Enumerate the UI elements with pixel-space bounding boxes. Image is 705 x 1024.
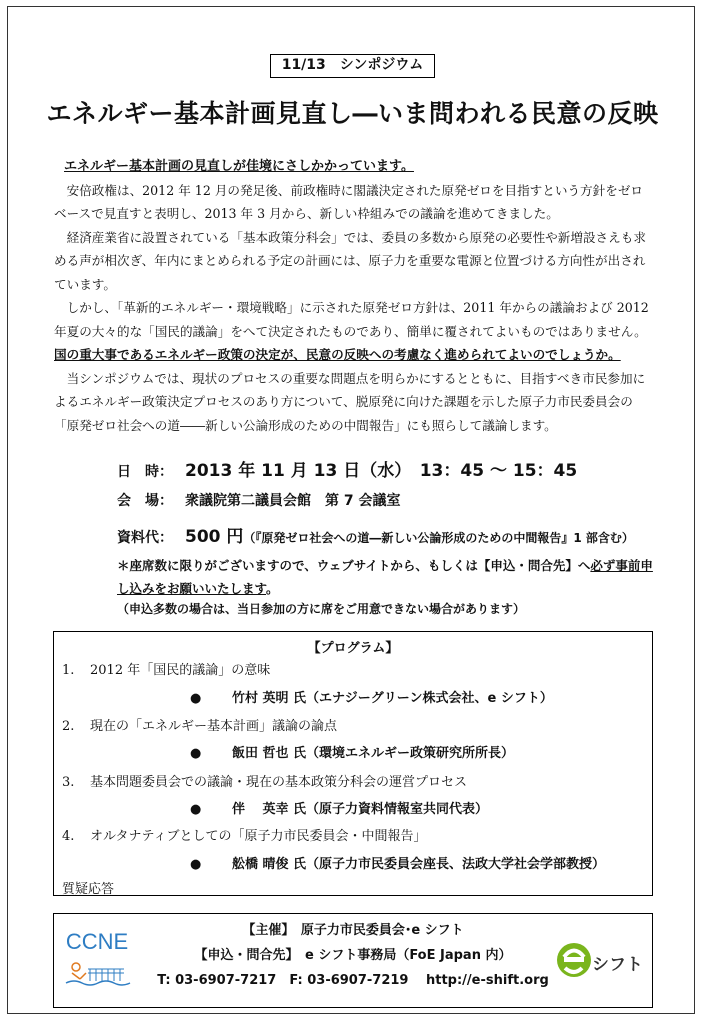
venue-row (117, 490, 401, 510)
venue-label: 会 場： (117, 493, 173, 509)
intro-heading: エネルギー基本計画の見直しが佳境にさしかかっています。 (64, 159, 414, 174)
bullet-icon: ● (190, 857, 202, 872)
item-title: 2012 年「国民的議論」の意味 (90, 663, 271, 678)
notice-caveat: （申込多数の場合は、当日参加の方に席をご用意できない場合があります） (117, 602, 526, 616)
fee-value: 500 円 (185, 527, 244, 547)
footer-contact: 【申込・問合先】 e シフト事務局（FoE Japan 内） (194, 948, 512, 963)
notice-underlined: 必ず事前申し込みをお願いいたします (117, 558, 653, 596)
venue-value: 衆議院第二議員会館 第 7 会議室 (185, 493, 401, 509)
emphasis-question: 国の重大事であるエネルギー政策の決定が、民意の反映への考慮なく進められてよいのでしょうか。 (54, 347, 621, 362)
item-number: 4. (62, 829, 75, 844)
footer-phones: T: 03-6907-7217 F: 03-6907-7219 http://e-shift.org (157, 973, 549, 988)
program-item (62, 825, 426, 844)
footer-box (53, 913, 653, 1008)
program-item (62, 659, 270, 678)
eshift-e-icon (554, 938, 594, 983)
eshift-logo (554, 938, 649, 983)
ccne-logo-text: CCNE (65, 929, 129, 954)
program-box (53, 631, 653, 896)
paragraph-3-text: しかし、「革新的エネルギー・環境戦略」に示された原発ゼロ方針は、2011 年からの議論および 2012 年夏の大々的な「国民的議論」をへて決定されたものであり、簡単に覆されてよいものではありません。 (54, 300, 649, 339)
program-item (62, 715, 337, 734)
intro-text (54, 155, 654, 437)
notice-text: ＊座席数に限りがございますので、ウェブサイトから、もしくは【申込・問合先】へ (117, 558, 591, 573)
item-number: 3. (62, 775, 75, 790)
speaker-name: 舩橋 晴俊 氏（原子力市民委員会座長、法政大学社会学部教授） (232, 857, 606, 872)
program-item (62, 771, 467, 790)
fee-row (117, 522, 634, 547)
bullet-icon: ● (190, 691, 202, 706)
qa-session: 質疑応答 (62, 882, 115, 897)
speaker (190, 798, 488, 817)
item-title: 基本問題委員会での議論・現在の基本政策分科会の運営プロセス (90, 775, 468, 790)
date-label: 日 時： (117, 464, 173, 480)
eshift-logo-text: シフト (592, 955, 643, 975)
program-title: 【プログラム】 (307, 641, 399, 656)
paragraph-4: 当シンポジウムでは、現状のプロセスの重要な問題点を明らかにするとともに、目指すべき市民参加によるエネルギー政策決定プロセスのあり方について、脱原発に向けた課題を示した原子力市民委員会の「原発ゼロ社会への道――新しい公論形成のための中間報告」にも照らして議論します。 (54, 370, 646, 433)
fee-label: 資料代： (117, 530, 173, 546)
page-title: エネルギー基本計画見直し―いま問われる民意の反映 (46, 99, 659, 128)
date-row (117, 456, 577, 481)
speaker (190, 687, 553, 706)
registration-notice (117, 554, 657, 600)
paragraph-2: 経済産業省に設置されている「基本政策分科会」では、委員の多数から原発の必要性や新増設さえも求める声が相次ぎ、年内にまとめられる予定の計画には、原子力を重要な電源と位置づける方向性が出されています。 (54, 229, 646, 292)
date-value: 2013 年 11 月 13 日（水） 13：45 ～ 15：45 (185, 461, 578, 481)
fee-note: （『原発ゼロ社会への道―新しい公論形成のための中間報告』1 部含む） (243, 531, 634, 545)
item-number: 1. (62, 663, 75, 678)
item-title: オルタナティブとしての「原子力市民委員会・中間報告」 (90, 829, 427, 844)
speaker-name: 飯田 哲也 氏（環境エネルギー政策研究所所長） (232, 746, 515, 761)
item-title: 現在の「エネルギー基本計画」議論の論点 (90, 719, 338, 734)
bullet-icon: ● (190, 746, 202, 761)
item-number: 2. (62, 719, 75, 734)
bullet-icon: ● (190, 802, 202, 817)
paragraph-3 (54, 296, 654, 367)
paragraph-1: 安倍政権は、2012 年 12 月の発足後、前政権時に閣議決定された原発ゼロを目指すという方針をゼロベースで見直すと表明し、2013 年 3 月から、新しい枠組みでの議論を進めてきました。 (54, 182, 644, 221)
speaker (190, 742, 514, 761)
notice-period: 。 (266, 581, 279, 596)
speaker-name: 伴 英幸 氏（原子力資料情報室共同代表） (232, 802, 489, 817)
speaker (190, 853, 605, 872)
speaker-name: 竹村 英明 氏（エナジーグリーン株式会社、e シフト） (232, 691, 553, 706)
event-tag: 11/13 シンポジウム (270, 54, 435, 78)
footer-host: 【主催】 原子力市民委員会･e シフト (242, 923, 464, 938)
